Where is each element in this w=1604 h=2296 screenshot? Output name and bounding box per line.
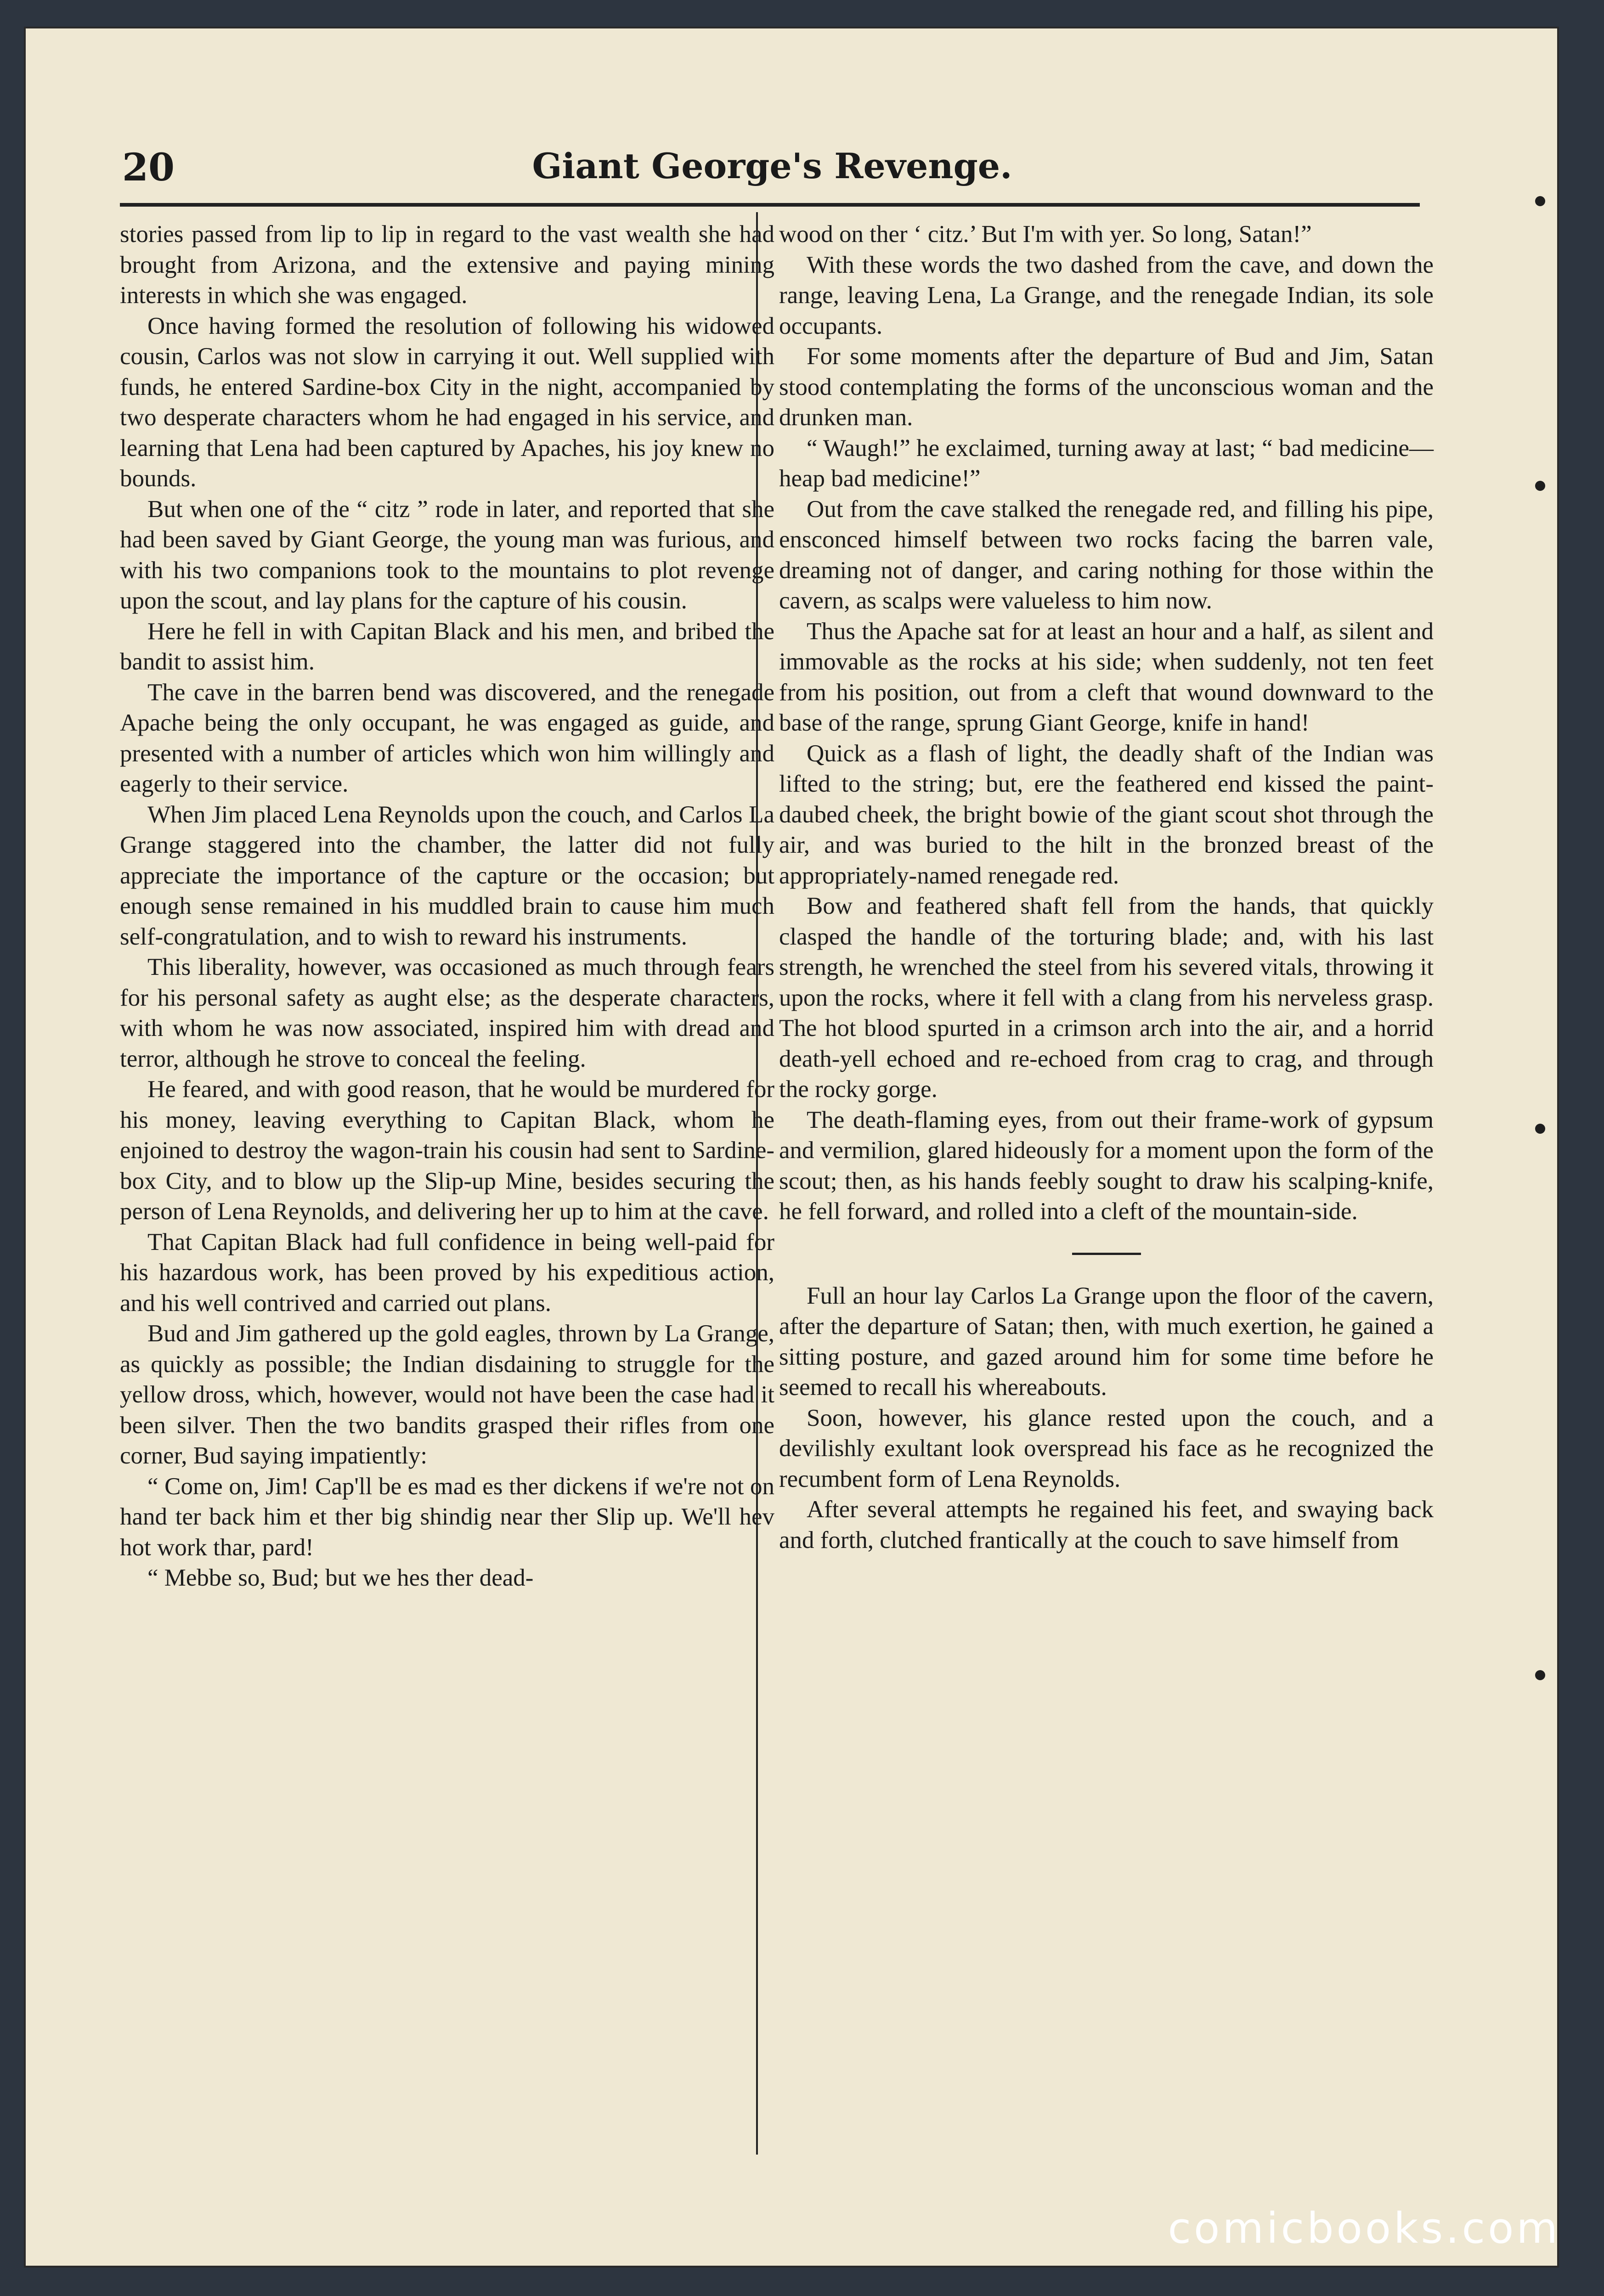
paragraph: Full an hour lay Carlos La Grange upon the floor of the cavern, after the departure of Satan; then, with much exertion, he gained a sitting posture, and gazed around him for some time before he seemed to recall his whereabouts. <box>779 1282 1434 1401</box>
left-column <box>120 219 774 1593</box>
paragraph: Out from the cave stalked the renegade red, and filling his pipe, ensconced himself between two rocks facing the barren vale, dreaming not of danger, and caring nothing for those within the cavern, as scalps were valueless to him now. <box>779 495 1434 614</box>
paragraph: “ Waugh!” he exclaimed, turning away at last; “ bad medicine—heap bad medicine!” <box>779 434 1434 492</box>
paragraph: With these words the two dashed from the cave, and down the range, leaving Lena, La Grange, and the renegade Indian, its sole occupants. <box>779 251 1434 339</box>
header-rule <box>120 203 1420 207</box>
paragraph: The death-flaming eyes, from out their frame-work of gypsum and vermilion, glared hideously for a moment upon the form of the scout; then, as his hands feebly sought to draw his scalping-knife, he fell forward, and rolled into a cleft of the mountain-side. <box>779 1106 1434 1225</box>
right-column <box>779 219 1434 1555</box>
watermark: comicbooks.com <box>1168 2204 1560 2253</box>
binding-hole <box>1535 196 1545 206</box>
paragraph: Bow and feathered shaft fell from the hands, that quickly clasped the handle of the torturing blade; and, with his last strength, he wrenched the steel from his severed vitals, throwing it upon the rocks, where it fell with a clang from his nerveless grasp. The hot blood spurted in a crimson arch into the air, and a horrid death-yell echoed and re-echoed from crag to crag, and through the rocky gorge. <box>779 893 1434 1103</box>
paragraph: This liberality, however, was occasioned as much through fears for his personal safety as aught else; as the desperate characters, with whom he was now associated, inspired him with dread and terror, although he strove to conceal the feeling. <box>120 954 774 1072</box>
paragraph: Bud and Jim gathered up the gold eagles, thrown by La Grange, as quickly as possible; the Indian disdaining to struggle for the yellow dross, which, however, would not have been the case had it been silver. Then the two bandits grasped their rifles from one corner, Bud saying impatiently: <box>120 1320 774 1469</box>
paragraph: After several attempts he regained his feet, and swaying back and forth, clutched frantically at the couch to save himself from <box>779 1496 1434 1553</box>
binding-hole <box>1535 1670 1545 1680</box>
paragraph: The cave in the barren bend was discovered, and the renegade Apache being the only occupant, he was engaged as guide, and presented with a number of articles which won him willingly and eagerly to their service. <box>120 679 774 797</box>
section-break-rule <box>1072 1253 1141 1255</box>
running-title: Giant George's Revenge. <box>532 146 1012 186</box>
magazine-page <box>24 27 1559 2268</box>
paragraph: For some moments after the departure of Bud and Jim, Satan stood contemplating the forms of the unconscious woman and the drunken man. <box>779 343 1434 431</box>
paragraph: Soon, however, his glance rested upon the couch, and a devilishly exultant look overspread his face as he recognized the recumbent form of Lena Reynolds. <box>779 1404 1434 1492</box>
page-header <box>122 146 1422 205</box>
binding-hole <box>1535 481 1545 491</box>
paragraph: “ Mebbe so, Bud; but we hes ther dead- <box>147 1564 534 1591</box>
paragraph: Quick as a flash of light, the deadly shaft of the Indian was lifted to the string; but, ere the feathered end kissed the paint-daubed cheek, the bright bowie of the giant scout shot through the air, and was buried to the hilt in the bronzed breast of the appropriately-named renegade red. <box>779 740 1434 889</box>
paragraph: “ Come on, Jim! Cap'll be es mad es ther dickens if we're not on hand ter back him et ther big shindig near ther Slip up. We'll hev hot work thar, pard! <box>120 1473 774 1561</box>
paragraph: Once having formed the resolution of following his widowed cousin, Carlos was not slow in carrying it out. Well supplied with funds, he entered Sardine-box City in the night, accompanied by two desperate characters whom he had engaged in his service, and learning that Lena had been captured by Apaches, his joy knew no bounds. <box>120 312 774 492</box>
paragraph: wood on ther ‘ citz.’ But I'm with yer. So long, Satan!” <box>779 221 1312 248</box>
paragraph: When Jim placed Lena Reynolds upon the couch, and Carlos La Grange staggered into the chamber, the latter did not fully appreciate the importance of the capture or the occasion; but enough sense remained in his muddled brain to cause him much self-congratulation, and to wish to reward his instruments. <box>120 801 774 950</box>
binding-hole <box>1535 1124 1545 1134</box>
page-number: 20 <box>122 146 175 190</box>
paragraph: Thus the Apache sat for at least an hour and a half, as silent and immovable as the rocks at his side; when suddenly, not ten feet from his position, out from a cleft that wound downward to the base of the range, sprung Giant George, knife in hand! <box>779 618 1434 736</box>
paragraph: Here he fell in with Capitan Black and his men, and bribed the bandit to assist him. <box>120 618 774 675</box>
paragraph: He feared, and with good reason, that he would be murdered for his money, leaving everything to Capitan Black, whom he enjoined to destroy the wagon-train his cousin had sent to Sardine-box City, and to blow up the Slip-up Mine, besides securing the person of Lena Reynolds, and delivering her up to him at the cave. <box>120 1076 774 1225</box>
paragraph: That Capitan Black had full confidence in being well-paid for his hazardous work, has been proved by his expeditious action, and his well contrived and carried out plans. <box>120 1228 774 1317</box>
paragraph: But when one of the “ citz ” rode in later, and reported that she had been saved by Giant George, the young man was furious, and with his two companions took to the mountains to plot revenge upon the scout, and lay plans for the capture of his cousin. <box>120 495 774 614</box>
paragraph: stories passed from lip to lip in regard to the vast wealth she had brought from Arizona, and the extensive and paying mining interests in which she was engaged. <box>120 221 774 309</box>
